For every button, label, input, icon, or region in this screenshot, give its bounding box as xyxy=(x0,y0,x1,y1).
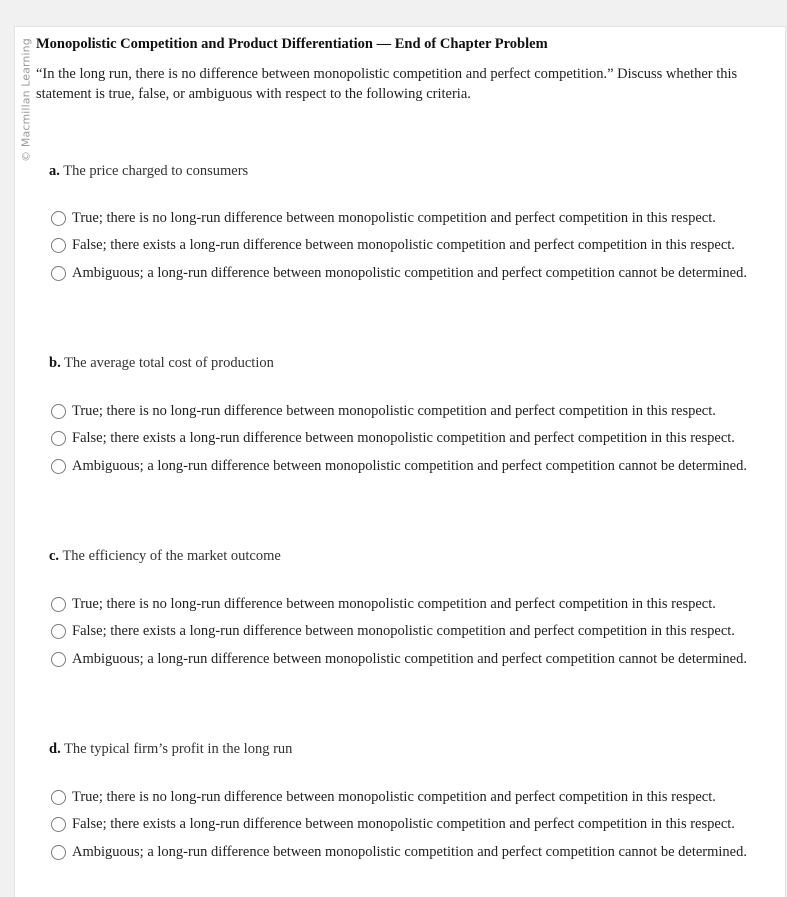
option-true[interactable] xyxy=(51,401,716,421)
option-label: Ambiguous; a long-run difference between monopolistic competition and perfect competition cannot be determined. xyxy=(72,650,747,667)
question-letter: d. xyxy=(49,741,61,757)
option-ambiguous[interactable] xyxy=(51,649,747,669)
radio-button[interactable] xyxy=(51,652,66,667)
question-text: The efficiency of the market outcome xyxy=(62,548,281,564)
radio-button[interactable] xyxy=(51,624,66,639)
radio-button[interactable] xyxy=(51,845,66,860)
macmillan-watermark: © Macmillan Learning xyxy=(19,38,33,162)
question-label xyxy=(49,741,292,758)
option-label: True; there is no long-run difference between monopolistic competition and perfect competition in this respect. xyxy=(72,595,716,612)
option-label: True; there is no long-run difference between monopolistic competition and perfect competition in this respect. xyxy=(72,402,716,419)
radio-button[interactable] xyxy=(51,404,66,419)
option-label: False; there exists a long-run difference between monopolistic competition and perfect competition in this respect. xyxy=(72,815,735,832)
option-true[interactable] xyxy=(51,208,716,228)
option-label: True; there is no long-run difference between monopolistic competition and perfect competition in this respect. xyxy=(72,209,716,226)
question-label xyxy=(49,355,274,372)
option-label: Ambiguous; a long-run difference between monopolistic competition and perfect competition cannot be determined. xyxy=(72,457,747,474)
option-false[interactable] xyxy=(51,428,735,448)
page-title: Monopolistic Competition and Product Differentiation — End of Chapter Problem xyxy=(36,36,548,52)
option-label: Ambiguous; a long-run difference between monopolistic competition and perfect competition cannot be determined. xyxy=(72,843,747,860)
option-true[interactable] xyxy=(51,594,716,614)
radio-button[interactable] xyxy=(51,817,66,832)
question-letter: a. xyxy=(49,163,60,179)
radio-button[interactable] xyxy=(51,431,66,446)
option-true[interactable] xyxy=(51,787,716,807)
option-label: False; there exists a long-run difference between monopolistic competition and perfect competition in this respect. xyxy=(72,236,735,253)
radio-button[interactable] xyxy=(51,266,66,281)
question-letter: b. xyxy=(49,355,61,371)
option-false[interactable] xyxy=(51,814,735,834)
option-label: Ambiguous; a long-run difference between monopolistic competition and perfect competition cannot be determined. xyxy=(72,264,747,281)
problem-intro: “In the long run, there is no difference between monopolistic competition and perfect competition.” Discuss whether this statement is true, false, or ambiguous with respect to the following criteria. xyxy=(36,66,738,102)
radio-button[interactable] xyxy=(51,238,66,253)
option-label: True; there is no long-run difference between monopolistic competition and perfect competition in this respect. xyxy=(72,788,716,805)
option-false[interactable] xyxy=(51,235,735,255)
question-text: The typical firm’s profit in the long run xyxy=(64,741,293,757)
question-text: The average total cost of production xyxy=(64,355,274,371)
radio-button[interactable] xyxy=(51,459,66,474)
question-letter: c. xyxy=(49,548,60,564)
question-text: The price charged to consumers xyxy=(63,163,249,179)
question-label xyxy=(49,163,248,180)
option-label: False; there exists a long-run difference between monopolistic competition and perfect competition in this respect. xyxy=(72,622,735,639)
option-ambiguous[interactable] xyxy=(51,842,747,862)
option-ambiguous[interactable] xyxy=(51,263,747,283)
radio-button[interactable] xyxy=(51,790,66,805)
radio-button[interactable] xyxy=(51,211,66,226)
option-false[interactable] xyxy=(51,621,735,641)
option-label: False; there exists a long-run difference between monopolistic competition and perfect competition in this respect. xyxy=(72,429,735,446)
question-label xyxy=(49,548,281,565)
option-ambiguous[interactable] xyxy=(51,456,747,476)
radio-button[interactable] xyxy=(51,597,66,612)
